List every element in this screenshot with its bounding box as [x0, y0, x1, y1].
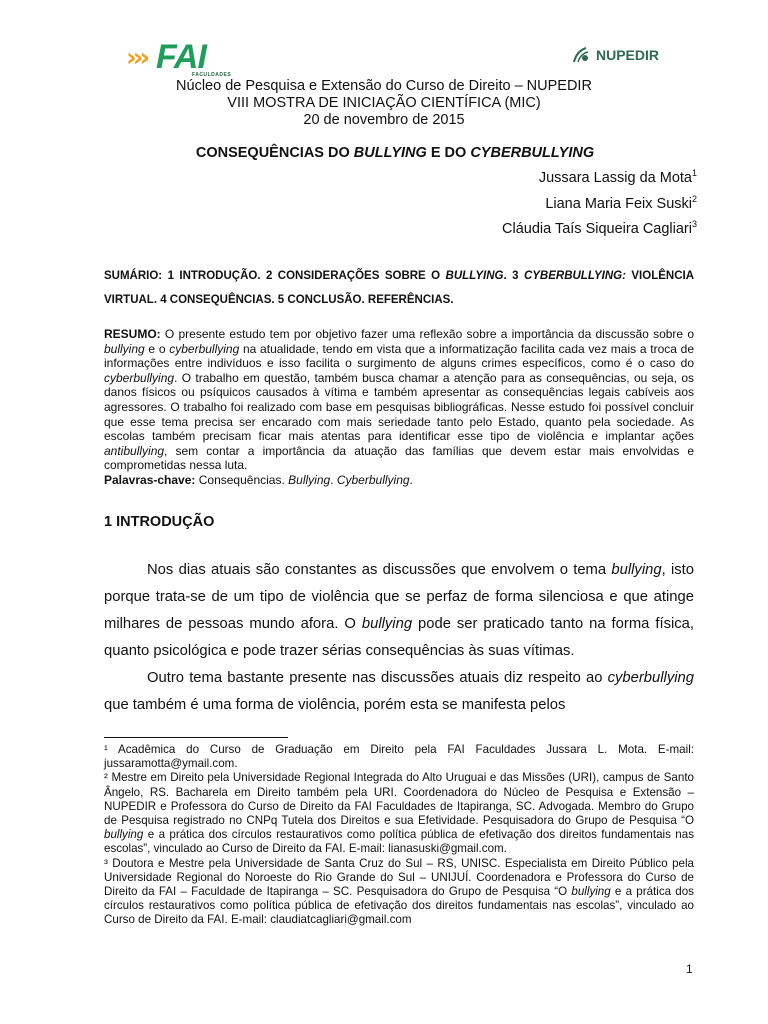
nupedir-logo — [570, 44, 659, 66]
body-text-span: , isto porque trata-se de um tipo de violência que se perfaz de forma silenciosa e que atinge milhares de pessoas mundo afora. O — [104, 562, 694, 632]
body-italic: bullying — [611, 562, 662, 578]
title-italic-2: CYBERBULLYING — [470, 145, 595, 161]
abstract-text: , sem contar a importância da atuação das famílias que devem estar mais envolvidas e comprometidas nessa luta. — [104, 443, 694, 473]
summary-italic: BULLYING — [445, 270, 504, 282]
fai-logo-word: FAI — [156, 38, 206, 76]
footnote-italic: bullying — [104, 828, 144, 842]
keywords-text: . — [330, 472, 337, 487]
section-heading: 1 INTRODUÇÃO — [104, 514, 215, 530]
summary-text: . 3 — [503, 270, 524, 282]
nupedir-mark-icon — [570, 44, 592, 66]
title-italic-1: BULLYING — [353, 145, 427, 161]
author-1 — [539, 168, 697, 186]
footnote-ref: 1 — [691, 168, 697, 178]
header-line-3: 20 de novembro de 2015 — [303, 112, 465, 128]
footnote-3 — [104, 857, 694, 928]
abstract-italic: bullying — [104, 341, 145, 356]
author-3 — [502, 219, 697, 237]
body-paragraph-1 — [104, 557, 694, 665]
summary-text: VIOLÊNCIA VIRTUAL. 4 CONSEQUÊNCIAS. 5 CONCLUSÃO. REFERÊNCIAS. — [104, 270, 695, 306]
header-line-1: Núcleo de Pesquisa e Extensão do Curso de Direito – NUPEDIR — [176, 78, 592, 94]
nupedir-logo-text: NUPEDIR — [596, 47, 660, 63]
author-name: Cláudia Taís Siqueira Cagliari — [502, 220, 692, 237]
footnote-ref: 3 — [691, 219, 697, 229]
paper-title — [0, 145, 768, 161]
footnote-2 — [104, 771, 694, 856]
footnote-ref: 2 — [691, 194, 697, 204]
abstract — [104, 327, 694, 488]
footnotes — [104, 743, 694, 928]
summary-text: SUMÁRIO: 1 INTRODUÇÃO. 2 CONSIDERAÇÕES SOBRE O — [104, 270, 446, 282]
author-name: Liana Maria Feix Suski — [545, 195, 692, 212]
summary — [104, 264, 694, 312]
author-name: Jussara Lassig da Mota — [538, 169, 692, 186]
footnote-1: ¹ Acadêmica do Curso de Graduação em Direito pela FAI Faculdades Jussara L. Mota. E-mail: jussaramotta@ymail.com. — [104, 743, 694, 771]
abstract-italic: cyberbullying — [104, 370, 175, 385]
keywords-italic: Cyberbullying — [336, 472, 410, 487]
abstract-italic: antibullying — [104, 443, 165, 458]
keywords-label: Palavras-chave: — [104, 472, 196, 487]
abstract-text: O presente estudo tem por objetivo fazer uma reflexão sobre a importância da discussão sobre o — [160, 327, 694, 341]
abstract-italic: cyberbullying — [169, 341, 240, 356]
footnote-separator — [104, 737, 288, 738]
keywords-text: Consequências. — [195, 472, 289, 487]
title-text-1: CONSEQUÊNCIAS DO — [195, 145, 354, 161]
keywords-text: . — [409, 472, 413, 487]
footnote-text: e a prática dos círculos restaurativos como política pública de efetivação dos direitos fundamentais nas escolas”, vinculado ao Curso de Direito da FAI. E-mail: claudiatcagliari@gmail.com — [104, 885, 694, 927]
fai-logo-subtitle: FACULDADES — [192, 72, 232, 78]
abstract-text: na atualidade, tendo em vista que a informatização facilita cada vez mais a troca de informações entre indivíduos e isso facilita o surgimento de alguns crimes específicos, como é o caso do — [104, 341, 694, 371]
footnote-text: ³ Doutora e Mestre pela Universidade de Santa Cruz do Sul – RS, UNISC. Especialista em Direito Público pela Universidade Regional do Noroeste do Rio Grande do Sul – UNIJUÍ. Coordenadora e Professora do Curso de Direito da FAI – Faculdade de Itapiranga – SC. Pesquisadora do Grupo de Pesquisa “O — [104, 856, 694, 899]
body-text-span: que também é uma forma de violência, porém esta se manifesta pelos — [104, 697, 566, 713]
body-italic: bullying — [361, 616, 413, 632]
page-number: 1 — [686, 962, 693, 976]
fai-arrows-icon: ››› — [126, 43, 147, 73]
keywords-italic: Bullying — [288, 472, 331, 487]
header-line-2: VIII MOSTRA DE INICIAÇÃO CIENTÍFICA (MIC) — [227, 95, 541, 111]
abstract-label: RESUMO: — [104, 327, 161, 341]
footnote-italic: bullying — [571, 885, 611, 899]
body-italic: cyberbullying — [607, 670, 694, 686]
abstract-text: . O trabalho em questão, também busca chamar a atenção para as consequências, ou seja, os danos físicos ou psíquicos causados à vítima e também apresentar as consequências legais cabíveis aos agressores. O trabalho foi realizado com base em pesquisas bibliográficas. Nesse estudo foi possível concluir que esse tema precisa ser encarado com mais seriedade tanto pelo Estado, quanto pela sociedade. As escolas também precisam ficar mais atentas para identificar esse tipo de violência e implantar ações — [104, 370, 694, 444]
author-2 — [545, 194, 697, 212]
abstract-text: e o — [144, 341, 170, 356]
body-text-span: Nos dias atuais são constantes as discussões que envolvem o tema — [147, 562, 612, 578]
summary-italic: CYBERBULLYING: — [523, 270, 626, 282]
body-text — [104, 557, 694, 719]
body-paragraph-2 — [104, 665, 694, 719]
body-text-span: Outro tema bastante presente nas discussões atuais diz respeito ao — [147, 670, 608, 686]
footnote-text: e a prática dos círculos restaurativos como política pública de efetivação dos direitos fundamentais nas escolas”, vinculado ao Curso de Direito da FAI. E-mail: lianasuski@gmail.com. — [104, 828, 694, 856]
body-text-span: pode ser praticado tanto na forma física, quanto psicológica e pode trazer sérias consequências às suas vítimas. — [104, 616, 694, 659]
footnote-text: ² Mestre em Direito pela Universidade Regional Integrada do Alto Uruguai e das Missões (URI), campus de Santo Ângelo, RS. Bacharela em Direito também pela URI. Coordenadora do Núcleo de Pesquisa e Extensão – NUPEDIR e Professora do Curso de Direito da FAI Faculdades de Itapiranga, SC. Advogada. Membro do Grupo de Pesquisa registrado no CNPq Tutela dos Direitos e sua Efetividade. Pesquisadora do Grupo de Pesquisa “O — [104, 771, 694, 828]
title-text-2: E DO — [426, 145, 471, 161]
